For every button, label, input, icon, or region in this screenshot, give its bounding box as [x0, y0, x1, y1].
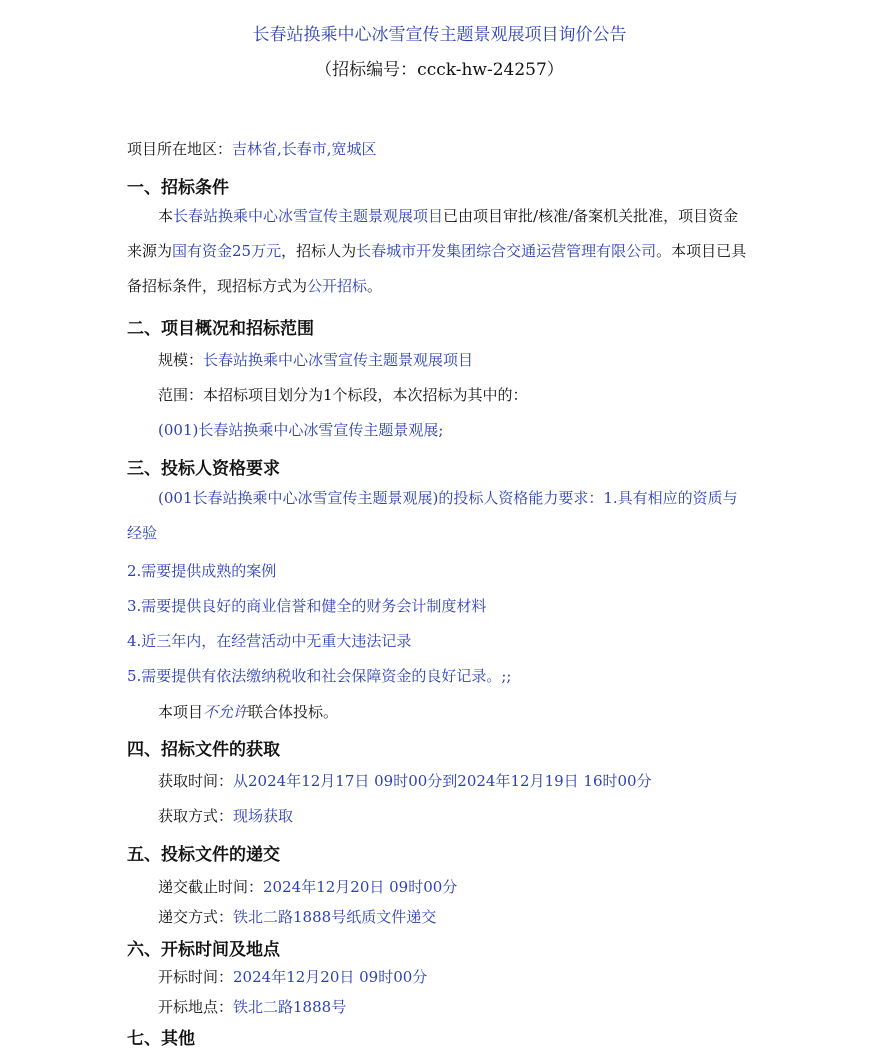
- consortium-value: 不允许: [203, 703, 249, 721]
- s1-project-name: 长春站换乘中心冰雪宣传主题景观展项目: [173, 207, 444, 225]
- scale-line: [158, 349, 473, 370]
- qualification-item-5: 5.需要提供有依法缴纳税收和社会保障资金的良好记录。;;: [127, 667, 512, 685]
- opening-place-value: 铁北二路1888号: [233, 998, 347, 1016]
- s1-tenderer: 长春城市开发集团综合交通运营管理有限公司: [356, 242, 657, 260]
- opening-place-line: [158, 996, 346, 1017]
- opening-time-value: 2024年12月20日 09时00分: [233, 968, 428, 986]
- location-value: 吉林省,长春市,宽城区: [232, 140, 377, 158]
- page-title: 长春站换乘中心冰雪宣传主题景观展项目询价公告: [252, 25, 627, 45]
- section-3-heading: 三、投标人资格要求: [127, 459, 280, 479]
- section-4-heading: 四、招标文件的获取: [127, 740, 280, 760]
- acquire-way-line: [158, 805, 293, 826]
- qualification-requirement: (001长春站换乘中心冰雪宣传主题景观展)的投标人资格能力要求：1.具有相应的资质与经验: [127, 489, 738, 542]
- section-5-heading: 五、投标文件的递交: [127, 845, 280, 865]
- location-label: 项目所在地区：: [127, 140, 233, 158]
- submit-deadline-label: 递交截止时间：: [158, 878, 264, 896]
- section-6-heading: 六、开标时间及地点: [127, 940, 280, 960]
- section-2-heading: 二、项目概况和招标范围: [127, 319, 314, 339]
- s1-text-4: 。本项目已具备招标条件，现招标方式为: [127, 242, 747, 295]
- acquire-time-line: [158, 770, 652, 791]
- opening-time-line: [158, 966, 427, 987]
- qualification-item-4: 4.近三年内，在经营活动中无重大违法记录: [127, 632, 412, 650]
- section-1-heading: 一、招标条件: [127, 178, 229, 198]
- s1-text-1: 本: [158, 207, 174, 225]
- qualification-item-3: 3.需要提供良好的商业信誉和健全的财务会计制度材料: [127, 597, 487, 615]
- section-1-body: [127, 199, 752, 304]
- scale-value: 长春站换乘中心冰雪宣传主题景观展项目: [203, 351, 474, 369]
- consortium-line: [158, 701, 338, 722]
- s1-fund: 国有资金25万元: [172, 242, 282, 260]
- s1-text-5: 。: [367, 277, 383, 295]
- s1-method: 公开招标: [307, 277, 368, 295]
- consortium-post: 联合体投标。: [248, 703, 339, 721]
- tender-number: （招标编号：ccck-hw-24257）: [315, 60, 564, 80]
- submit-way-line: [158, 906, 436, 927]
- submit-way-label: 递交方式：: [158, 908, 234, 926]
- consortium-pre: 本项目: [158, 703, 204, 721]
- acquire-time-value: 从2024年12月17日 09时00分到2024年12月19日 16时00分: [233, 772, 652, 790]
- s1-text-3: ，招标人为: [281, 242, 357, 260]
- qualification-item-2: 2.需要提供成熟的案例: [127, 562, 277, 580]
- section-7-heading: 七、其他: [127, 1029, 195, 1049]
- s1-text-2: 已由项目审批/核准/备案机关批准，项目资金来源为: [127, 207, 739, 260]
- lot-line: (001)长春站换乘中心冰雪宣传主题景观展;: [158, 421, 444, 439]
- submit-deadline-value: 2024年12月20日 09时00分: [263, 878, 458, 896]
- acquire-way-value: 现场获取: [233, 807, 294, 825]
- opening-place-label: 开标地点：: [158, 998, 234, 1016]
- project-location: [127, 138, 377, 159]
- scope-line: 范围：本招标项目划分为1个标段，本次招标为其中的：: [158, 386, 528, 404]
- acquire-way-label: 获取方式：: [158, 807, 234, 825]
- acquire-time-label: 获取时间：: [158, 772, 234, 790]
- scale-label: 规模：: [158, 351, 204, 369]
- submit-way-value: 铁北二路1888号纸质文件递交: [233, 908, 437, 926]
- submit-deadline-line: [158, 876, 457, 897]
- opening-time-label: 开标时间：: [158, 968, 234, 986]
